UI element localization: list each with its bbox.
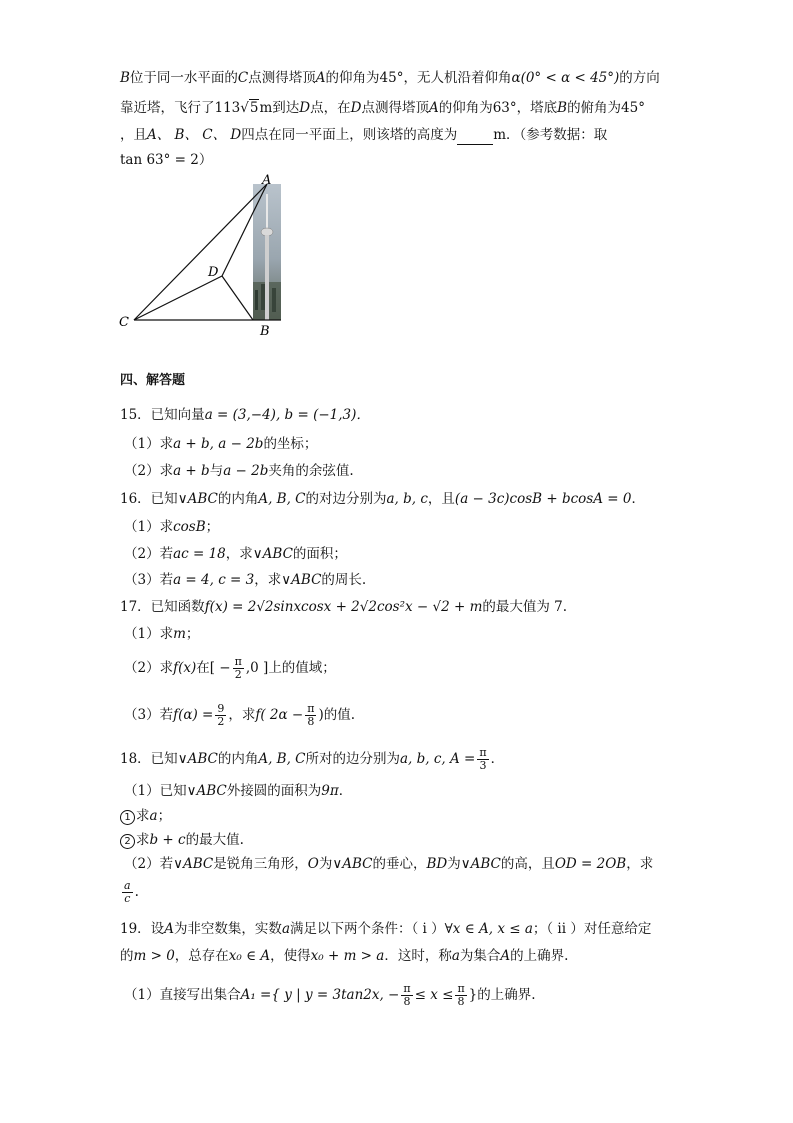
text: 的内角 bbox=[217, 751, 259, 767]
math: ∨ABC bbox=[252, 546, 293, 562]
math: a + b, a − 2b bbox=[173, 436, 264, 452]
q17-stem bbox=[120, 597, 567, 617]
math: ∨ABC bbox=[281, 572, 322, 588]
interval-left: [ − bbox=[209, 660, 231, 676]
line-db bbox=[222, 276, 253, 320]
text: 的 bbox=[120, 948, 134, 964]
math: ∨ABC bbox=[460, 856, 501, 872]
fraction bbox=[401, 983, 412, 1008]
math: cosB bbox=[173, 519, 206, 535]
text: （3）若 bbox=[124, 572, 174, 588]
numerator: π bbox=[479, 746, 487, 759]
text: ，求 bbox=[254, 572, 282, 588]
equation: (a − 3c)cosB + bcosA = 0 bbox=[454, 491, 632, 507]
denominator: 8 bbox=[307, 715, 315, 728]
text: ，求 bbox=[225, 546, 253, 562]
tower-pod bbox=[261, 228, 273, 236]
label-a: A bbox=[262, 173, 272, 188]
text: 的面积； bbox=[292, 546, 347, 562]
text: （1）求 bbox=[124, 436, 174, 452]
fraction bbox=[233, 656, 244, 681]
text: 16．已知 bbox=[120, 491, 178, 507]
denominator: 2 bbox=[234, 668, 242, 681]
text: m到达 bbox=[259, 100, 300, 116]
fraction bbox=[455, 983, 466, 1008]
denominator: 2 bbox=[217, 715, 225, 728]
text: 的最大值为 7. bbox=[482, 599, 568, 615]
math: } bbox=[468, 987, 478, 1003]
math: ∀x ∈ A, x ≤ a bbox=[444, 921, 533, 937]
math: ∨ABC bbox=[177, 751, 218, 767]
text: 夹角的余弦值. bbox=[268, 463, 354, 479]
tower-shaft bbox=[265, 235, 269, 320]
problem-14-line-4 bbox=[120, 150, 212, 170]
text: （1）求 bbox=[124, 519, 174, 535]
math: f bbox=[255, 707, 261, 723]
text: ，求 bbox=[228, 707, 256, 723]
numerator: π bbox=[234, 655, 242, 668]
math: A bbox=[500, 948, 511, 964]
text: m．（参考数据：取 bbox=[493, 127, 608, 143]
point-a: A bbox=[315, 70, 326, 86]
text: （2）若 bbox=[124, 856, 174, 872]
math: a − 2b bbox=[223, 463, 269, 479]
denominator: c bbox=[124, 892, 131, 905]
math: ∨ABC bbox=[177, 491, 218, 507]
math: b + c bbox=[149, 832, 186, 848]
math: x₀ + m > a bbox=[310, 948, 385, 964]
function-math: f(x) = 2√2sinxcosx + 2√2cos²x − √2 + m bbox=[204, 599, 483, 615]
denominator: 8 bbox=[457, 995, 465, 1008]
angle-range-math: α(0° < α < 45°) bbox=[511, 70, 620, 86]
text: 的仰角为45°，无人机沿着仰角 bbox=[325, 70, 512, 86]
text: 15．已知向量 bbox=[120, 407, 205, 423]
point-a: A bbox=[428, 100, 439, 116]
q18-stem bbox=[120, 747, 504, 772]
text: 是锐角三角形， bbox=[213, 856, 308, 872]
text: （2）求 bbox=[124, 463, 174, 479]
text: 的高，且 bbox=[500, 856, 555, 872]
text: 的俯角为45° bbox=[567, 100, 645, 116]
math: a, b, c bbox=[386, 491, 428, 507]
building bbox=[261, 284, 265, 310]
q16-part-3 bbox=[124, 570, 366, 590]
fraction bbox=[477, 747, 488, 772]
text: 靠近塔，飞行了113 bbox=[120, 100, 241, 116]
text: ． bbox=[490, 751, 505, 767]
text: ，且 bbox=[120, 127, 147, 143]
section-title: 四、解答题 bbox=[120, 373, 186, 388]
math: a bbox=[451, 948, 460, 964]
q16-part-2 bbox=[124, 544, 347, 564]
math: OD = 2OB bbox=[554, 856, 627, 872]
text: ； bbox=[157, 808, 172, 824]
text: ； bbox=[185, 626, 200, 642]
numerator: 9 bbox=[217, 702, 225, 715]
q18-part-2-cont bbox=[120, 880, 139, 905]
text: 为集合 bbox=[459, 948, 501, 964]
denominator: 3 bbox=[479, 759, 487, 772]
text: 17．已知函数 bbox=[120, 599, 205, 615]
line-cd bbox=[134, 276, 222, 320]
math: ) bbox=[318, 707, 324, 723]
tower-figure bbox=[112, 172, 312, 342]
text: ；（ ii ）对任意给定 bbox=[532, 921, 652, 937]
text: 所对的边分别为 bbox=[305, 751, 400, 767]
math: 9π bbox=[321, 783, 339, 799]
text: （1）求 bbox=[124, 626, 174, 642]
q18-part-2 bbox=[124, 854, 653, 874]
text: 18．已知 bbox=[120, 751, 178, 767]
math: x₀ ∈ A bbox=[228, 948, 271, 964]
q19-line-2 bbox=[120, 946, 568, 966]
problem-14-line-3 bbox=[120, 125, 607, 145]
triangle-diagram bbox=[112, 172, 312, 342]
math: ≤ x ≤ bbox=[414, 987, 454, 1003]
interval-right: ,0 ] bbox=[245, 660, 269, 676]
sqrt-symbol: √ bbox=[240, 100, 249, 116]
numerator: π bbox=[307, 702, 315, 715]
q18-sub-1 bbox=[120, 806, 171, 826]
point-b: B bbox=[120, 70, 130, 86]
numerator: a bbox=[124, 879, 131, 892]
text: ． bbox=[631, 491, 645, 507]
text: ，使得 bbox=[270, 948, 311, 964]
text: ，且 bbox=[427, 491, 455, 507]
math: A, B, C bbox=[258, 751, 306, 767]
text: 的垂心， bbox=[372, 856, 427, 872]
text: 的仰角为63°，塔底 bbox=[438, 100, 558, 116]
math: a = 4, c = 3 bbox=[173, 572, 255, 588]
text: . bbox=[134, 884, 139, 900]
text: 为 bbox=[318, 856, 333, 872]
math: m > 0 bbox=[133, 948, 175, 964]
numerator: π bbox=[403, 982, 411, 995]
numerator: π bbox=[457, 982, 465, 995]
math: a + b bbox=[173, 463, 210, 479]
math: ∨ABC bbox=[186, 783, 227, 799]
text: 的坐标； bbox=[263, 436, 318, 452]
math: O bbox=[307, 856, 319, 872]
text: 四点在同一平面上，则该塔的高度为 bbox=[241, 127, 458, 143]
section-heading bbox=[120, 370, 185, 391]
text: 的对边分别为 bbox=[305, 491, 387, 507]
q16-stem bbox=[120, 489, 645, 509]
math: f(α) = bbox=[173, 707, 214, 723]
text: 的周长. bbox=[321, 572, 367, 588]
q18-part-1 bbox=[124, 781, 352, 801]
text: 的方向 bbox=[619, 70, 660, 86]
point-b: B bbox=[557, 100, 568, 116]
text: （2）若 bbox=[124, 546, 174, 562]
text: （2）求 bbox=[124, 660, 174, 676]
math: ∨ABC bbox=[173, 856, 214, 872]
sqrt-radicand: 5 bbox=[249, 100, 259, 116]
answer-blank[interactable] bbox=[457, 130, 493, 145]
math: A₁ = bbox=[240, 987, 272, 1003]
math: a bbox=[281, 921, 290, 937]
text: 的上确界. bbox=[510, 948, 569, 964]
fraction-a-over-c bbox=[122, 880, 133, 905]
fraction bbox=[305, 703, 316, 728]
q19-part-1 bbox=[124, 983, 536, 1008]
building bbox=[272, 288, 276, 312]
q17-part-3 bbox=[124, 703, 355, 728]
label-b: B bbox=[260, 324, 270, 339]
tan-reference: tan 63° = 2） bbox=[120, 152, 213, 168]
text: 的值. bbox=[323, 707, 356, 723]
text: 为 bbox=[447, 856, 461, 872]
building bbox=[255, 290, 258, 310]
text: （1）直接写出集合 bbox=[124, 987, 241, 1003]
text: 的最大值. bbox=[185, 832, 244, 848]
math: a, b, c, A = bbox=[400, 751, 476, 767]
math: ∨ABC bbox=[332, 856, 373, 872]
problem-14-line-1 bbox=[120, 68, 660, 88]
math: ac = 18 bbox=[173, 546, 226, 562]
point-d: D bbox=[350, 100, 362, 116]
math: f(x) bbox=[173, 660, 197, 676]
text: 点测得塔顶 bbox=[248, 70, 316, 86]
point-c: C bbox=[237, 70, 249, 86]
text: ．这时，称 bbox=[384, 948, 452, 964]
q15-stem bbox=[120, 405, 370, 425]
text: 点，在 bbox=[310, 100, 351, 116]
label-d: D bbox=[208, 265, 219, 280]
text: 上的值域； bbox=[268, 660, 336, 676]
text: 的上确界. bbox=[477, 987, 536, 1003]
text: 位于同一水平面的 bbox=[129, 70, 238, 86]
text: 外接圆的面积为 bbox=[226, 783, 322, 799]
denominator: 8 bbox=[403, 995, 411, 1008]
math: m bbox=[173, 626, 186, 642]
problem-14-line-2 bbox=[120, 98, 645, 118]
text: （3）若 bbox=[124, 707, 174, 723]
q17-part-1 bbox=[124, 624, 199, 644]
text: 19．设 bbox=[120, 921, 165, 937]
point-d: D bbox=[299, 100, 311, 116]
math: A, B, C bbox=[258, 491, 306, 507]
text: 为非空数集，实数 bbox=[173, 921, 282, 937]
text: ，总存在 bbox=[174, 948, 229, 964]
fraction bbox=[215, 703, 226, 728]
text: 满足以下两个条件：（ i ） bbox=[290, 921, 445, 937]
points-list: A、 B、 C、 D bbox=[147, 127, 242, 143]
set-builder: { y | y = 3tan2x, − bbox=[271, 987, 400, 1003]
text: 求 bbox=[136, 832, 150, 848]
text: 的内角 bbox=[217, 491, 259, 507]
text: 与 bbox=[209, 463, 224, 479]
circled-number-1: 1 bbox=[120, 810, 135, 825]
q17-part-2 bbox=[124, 656, 336, 681]
math: BD bbox=[426, 856, 448, 872]
q18-sub-2 bbox=[120, 830, 244, 850]
text: ； bbox=[205, 519, 220, 535]
math: A bbox=[164, 921, 174, 937]
line-ac bbox=[134, 184, 267, 320]
text: 点测得塔顶 bbox=[361, 100, 429, 116]
text: ，求 bbox=[626, 856, 654, 872]
text: ． bbox=[338, 783, 353, 799]
text: （1）已知 bbox=[124, 783, 187, 799]
q19-line-1 bbox=[120, 919, 651, 939]
label-c: C bbox=[119, 315, 129, 330]
vectors-math: a = (3,−4), b = (−1,3)． bbox=[204, 407, 370, 423]
q15-part-1 bbox=[124, 434, 317, 454]
math: a bbox=[149, 808, 158, 824]
math: ( 2α − bbox=[260, 707, 304, 723]
text: 求 bbox=[136, 808, 150, 824]
circled-number-2: 2 bbox=[120, 834, 135, 849]
q15-part-2 bbox=[124, 461, 354, 481]
q16-part-1 bbox=[124, 517, 219, 537]
text: 在 bbox=[196, 660, 210, 676]
